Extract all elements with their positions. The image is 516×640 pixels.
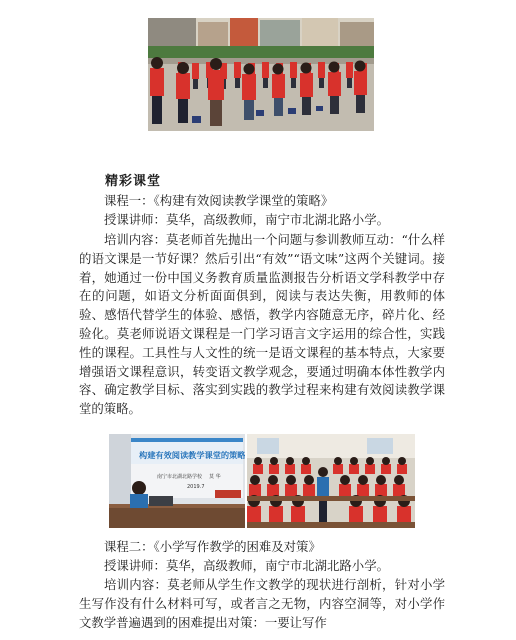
ceremony-photo xyxy=(148,18,374,131)
classroom-audience-photo xyxy=(247,434,415,528)
course2-title: 课程二：《小学写作教学的困难及对策》 xyxy=(104,539,321,554)
course1-content: 培训内容：莫老师首先抛出一个问题与参训教师互动：“什么样的语文课是一节好课？然后引出“有效”“语文味”这两个关键词。接着，她通过一份中国义务教育质量监测报告分析语文学科教学中存在的问题，如语文分析面面俱到，阅读与表达失衡，用教师的体验、感悟代替学生的体验、感悟，教学内容随意无序，碎片化、经验化。莫老师说语文课程是一门学习语言文字运用的综合性，实践性的课程。工具性与人文性的统一是语文课程的基本特点，大家要增强语文课程意识，转变语文教学观念，要通过明确本体性教学内容、确定教学目标、落实到实践的教学过程来构建有效阅读教学课堂的策略。 xyxy=(79,232,445,417)
slide-title: 构建有效阅读教学课堂的策略 xyxy=(139,450,245,460)
slide-speaker: 莫 华 xyxy=(209,474,221,480)
course1-title: 课程一：《构建有效阅读教学课堂的策略》 xyxy=(104,193,334,208)
course2-content: 培训内容：莫老师从学生作文教学的现状进行剖析，针对小学生写作没有什么材料可写，或者言之无物，内容空洞等，对小学作文教学普遍遇到的困难提出对策：一要让写作 xyxy=(79,577,445,630)
slide-date: 2019.7 xyxy=(187,484,205,490)
slide-school: 南宁市北湖北路学校 xyxy=(157,474,203,480)
course2-lecturer: 授课讲师：莫华，高级教师，南宁市北湖北路小学。 xyxy=(104,558,389,573)
teacher-lecture-photo xyxy=(109,434,245,528)
section-title: 精彩课堂 xyxy=(105,174,162,189)
course1-lecturer: 授课讲师：莫华，高级教师，南宁市北湖北路小学。 xyxy=(104,212,389,227)
